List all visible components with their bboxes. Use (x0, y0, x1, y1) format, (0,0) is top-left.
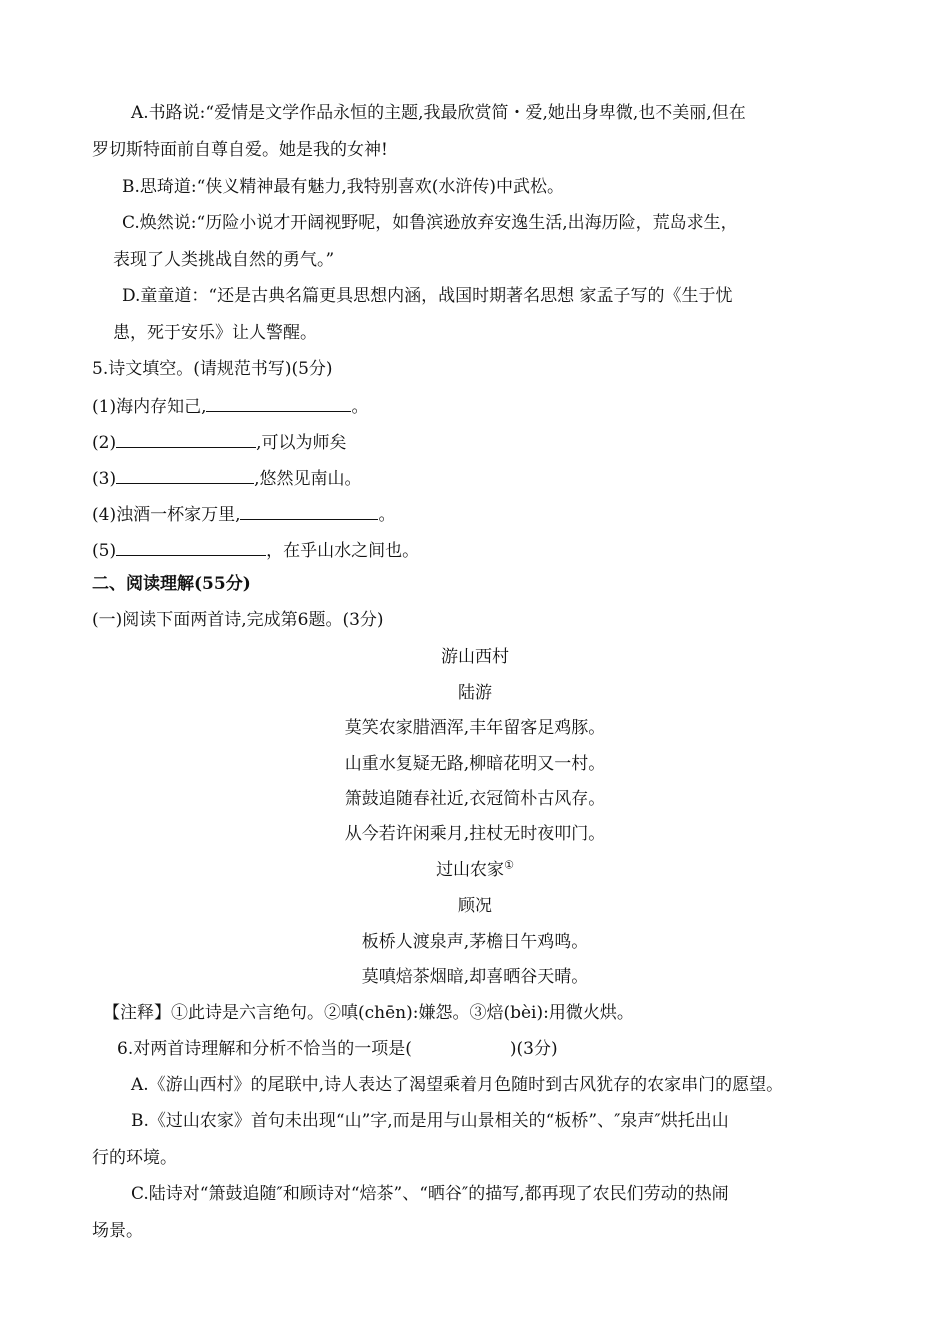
q5-item-4-before: (4)浊酒一杯家万里, (92, 505, 241, 525)
q5-item-4 (92, 501, 395, 527)
poem-notes: 【注释】①此诗是六言绝句。②嗔(chēn):嫌怨。③焙(bèi):用微火烘。 (103, 1003, 634, 1023)
poem2-line-1: 板桥人渡泉声,茅檐日午鸡鸣。 (361, 932, 589, 952)
poem1-line-2: 山重水复疑无路,柳暗花明又一村。 (344, 754, 606, 774)
q4-option-c-line1: C.焕然说:“历险小说才开阔视野呢，如鲁滨逊放弃安逸生活,出海历险，荒岛求生， (122, 213, 738, 233)
q5-item-3-answer-blank[interactable] (116, 465, 254, 484)
q5-item-5 (92, 537, 419, 563)
q5-item-2-answer-blank[interactable] (116, 429, 256, 448)
q5-item-1 (92, 393, 368, 419)
q5-item-1-answer-blank[interactable] (206, 393, 351, 412)
section-2-part1-intro: (一)阅读下面两首诗,完成第6题。(3分) (92, 610, 384, 630)
q4-option-a-line1: A.书路说:“爱情是文学作品永恒的主题,我最欣赏简・爱,她出身卑微,也不美丽,但在 (131, 103, 746, 123)
poem2-title-text: 过山农家 (436, 860, 505, 880)
q5-item-4-after: 。 (378, 505, 396, 525)
section-2-title: 二、阅读理解(55分) (92, 574, 251, 594)
q5-item-3-before: (3) (92, 469, 117, 489)
q6-option-b-line2: 行的环境。 (92, 1148, 177, 1168)
poem2-line-2: 莫嗔焙茶烟暗,却喜晒谷天晴。 (361, 967, 589, 987)
q5-title: 5.诗文填空。(请规范书写)(5分) (92, 359, 333, 379)
q4-option-a-line2: 罗切斯特面前自尊自爱。她是我的女神! (92, 140, 388, 160)
q5-item-5-after: ，在乎山水之间也。 (266, 541, 420, 561)
q5-item-1-after: 。 (351, 397, 369, 417)
q4-option-d-line2: 患，死于安乐》让人警醒。 (113, 323, 317, 343)
poem2-title (0, 858, 950, 882)
q6-stem-after: )(3分) (509, 1039, 558, 1059)
q5-item-5-before: (5) (92, 541, 117, 561)
q6-option-b-line1: B.《过山农家》首句未出现“山”字,而是用与山景相关的“板桥”、″泉声″烘托出山 (131, 1111, 729, 1131)
poem1-line-3: 箫鼓追随春社近,衣冠简朴古风存。 (344, 789, 606, 809)
q5-item-1-before: (1)海内存知己, (92, 397, 207, 417)
q5-item-2 (92, 429, 347, 455)
q4-option-d-line1: D.童童道：“还是古典名篇更具思想内涵，战国时期著名思想 家孟子写的《生于忧 (122, 286, 733, 306)
poem1-line-1: 莫笑农家腊酒浑,丰年留客足鸡豚。 (344, 718, 606, 738)
q4-option-c-line2: 表现了人类挑战自然的勇气。” (113, 250, 335, 270)
q6-option-a: A.《游山西村》的尾联中,诗人表达了渴望乘着月色随时到古风犹存的农家串门的愿望。 (131, 1075, 784, 1095)
poem2-author: 顾况 (458, 896, 492, 916)
q5-item-2-before: (2) (92, 433, 117, 453)
q6-stem-before: 6.对两首诗理解和分析不恰当的一项是( (117, 1039, 412, 1059)
q6-option-c-line2: 场景。 (92, 1221, 143, 1241)
poem1-title: 游山西村 (441, 647, 509, 667)
q5-item-3-after: ,悠然见南山。 (254, 469, 362, 489)
q5-item-4-answer-blank[interactable] (240, 501, 378, 520)
q5-item-5-answer-blank[interactable] (116, 537, 266, 556)
q6-stem (117, 1037, 558, 1061)
poem1-line-4: 从今若许闲乘月,拄杖无时夜叩门。 (344, 824, 606, 844)
q4-option-b: B.思琦道:“侠义精神最有魅力,我特别喜欢(水浒传)中武松。 (122, 177, 564, 197)
poem2-footnote-mark: ① (504, 858, 514, 872)
q6-option-c-line1: C.陆诗对“箫鼓追随″和顾诗对“焙茶”、“晒谷″的描写,都再现了农民们劳动的热闹 (131, 1184, 729, 1204)
q5-item-3 (92, 465, 362, 491)
poem1-author: 陆游 (458, 683, 492, 703)
q5-item-2-after: ,可以为师矣 (256, 433, 347, 453)
